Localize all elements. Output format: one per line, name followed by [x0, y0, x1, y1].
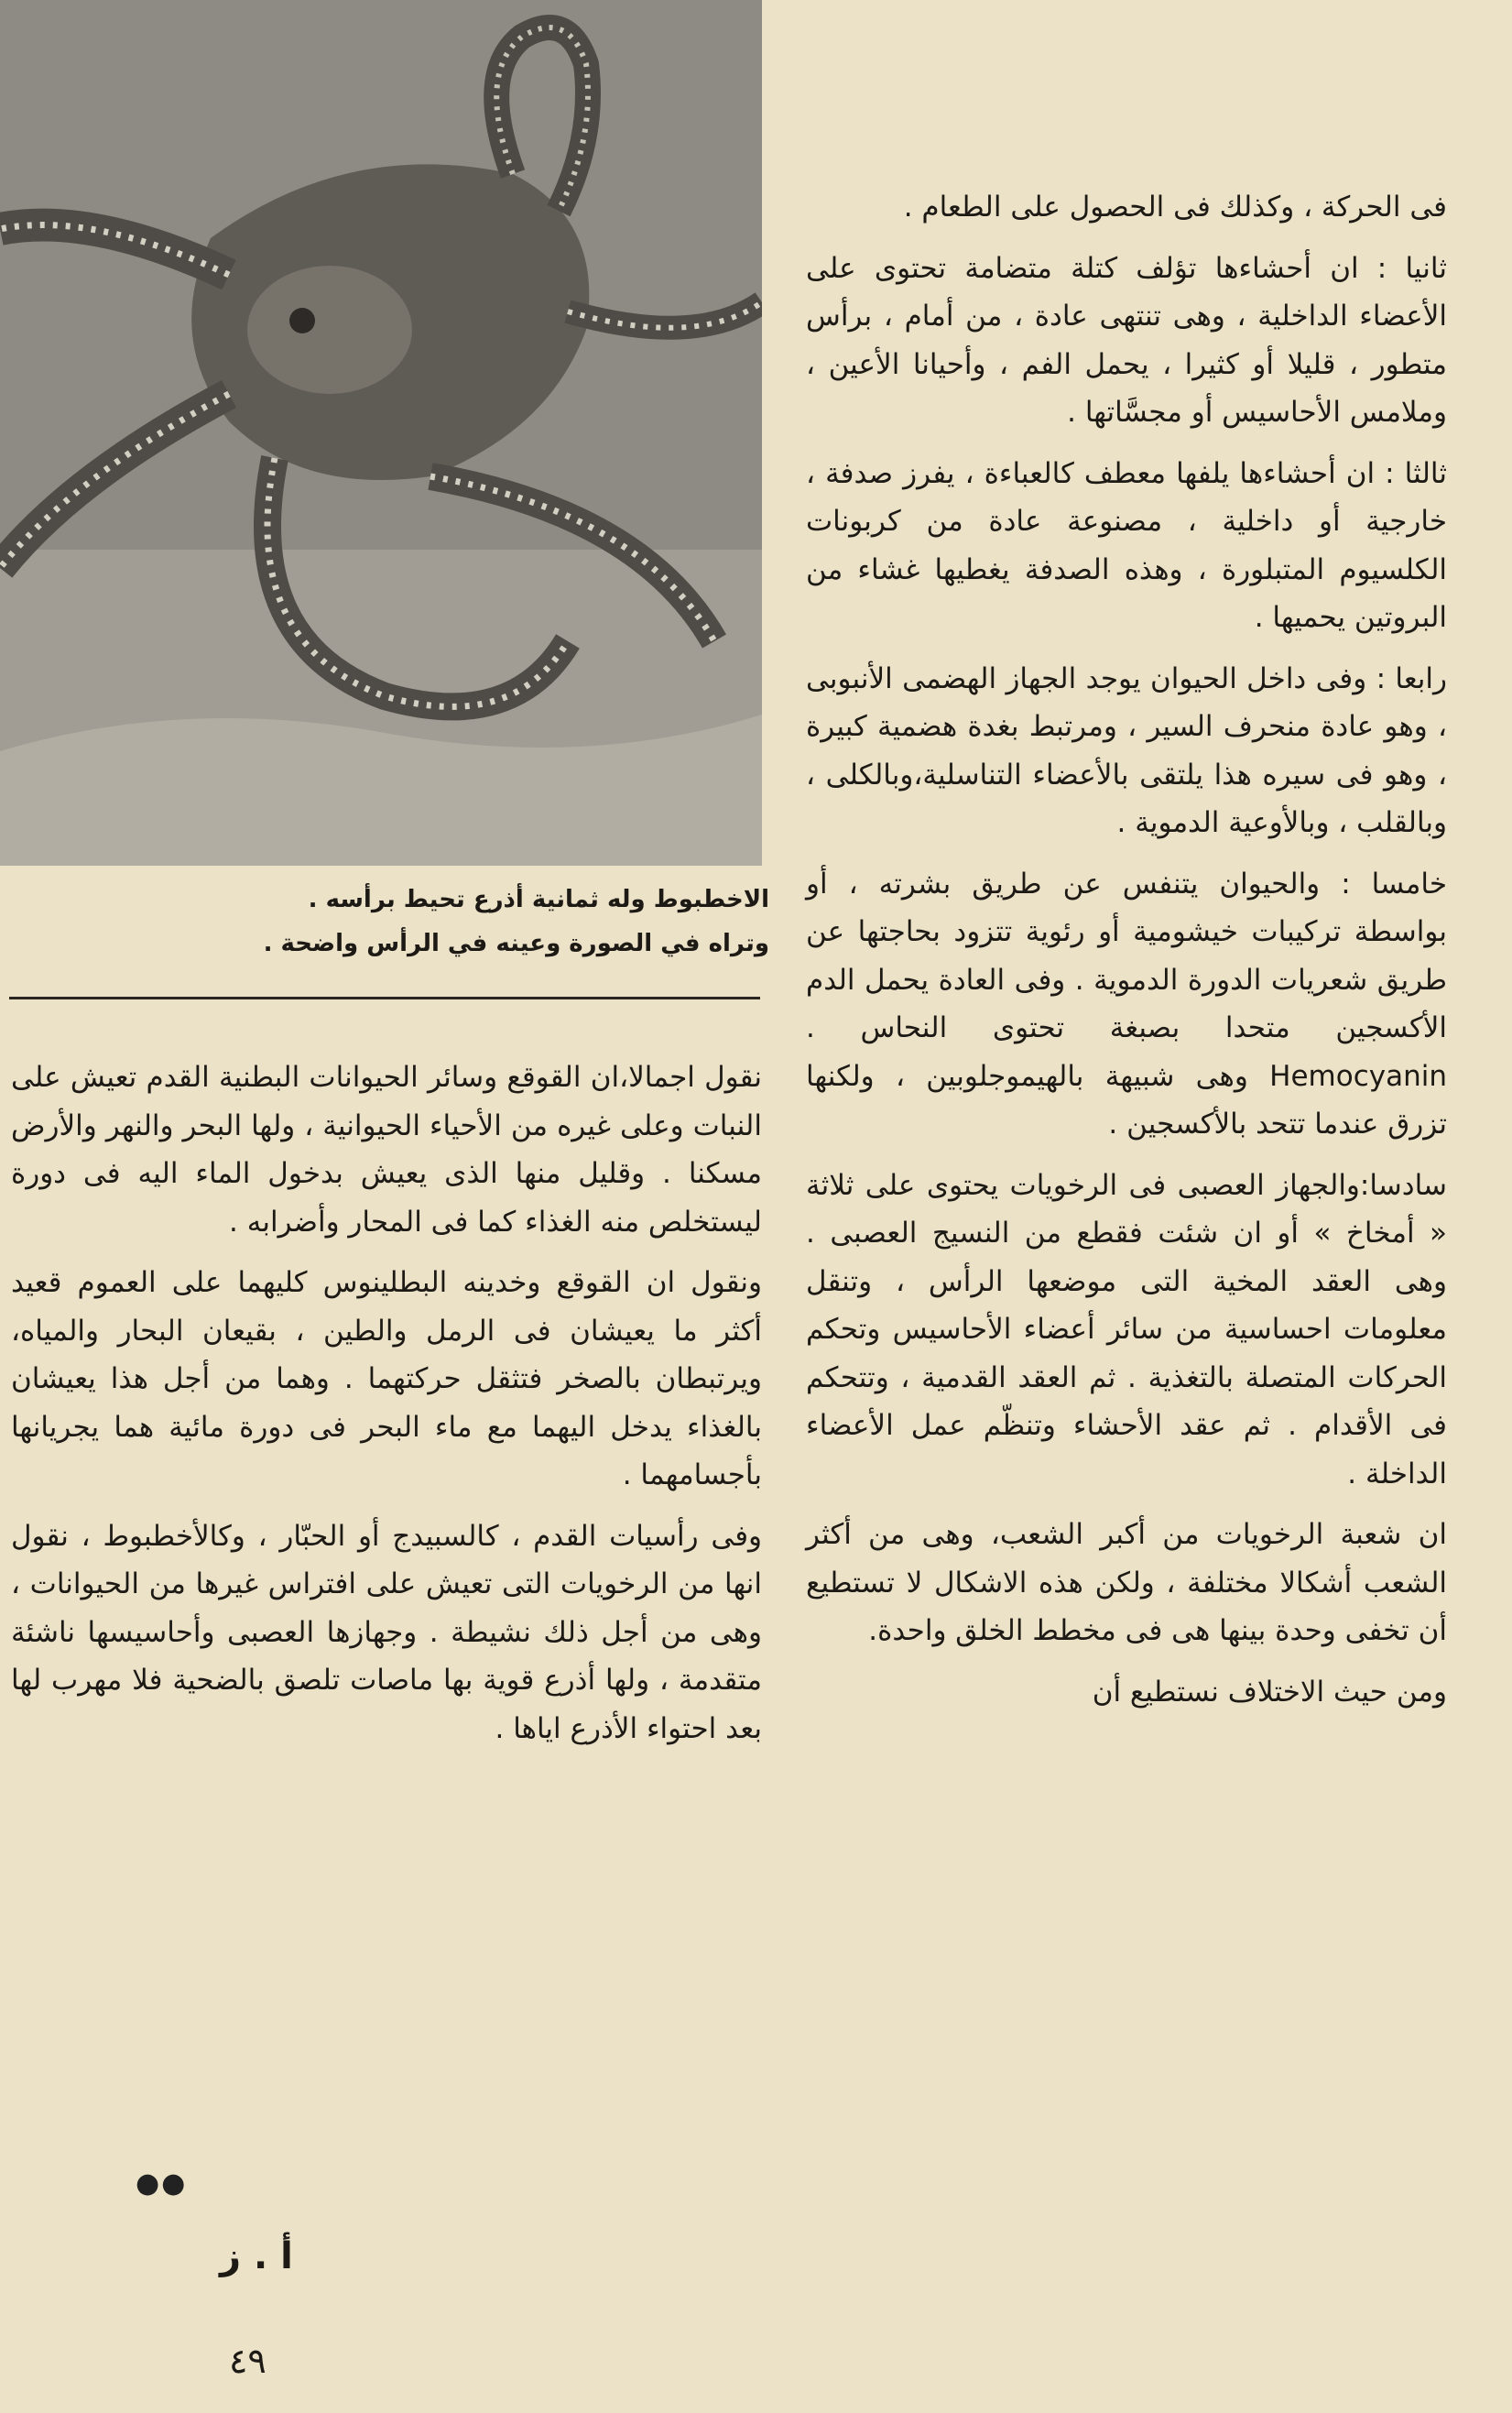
caption-divider [9, 997, 760, 999]
left-paragraph-1: نقول اجمالا،ان القوقع وسائر الحيوانات البطنية القدم تعيش على النبات وعلى غيره من الأحياء الحيوانية ، ولها البحر والنهر والأرض مسكنا . وقليل منها الذى يعيش بدخول الماء اليه فى دورة ليستخلص منه الغذاء كما فى المحار وأضرابه . [11, 1061, 762, 1239]
right-paragraph-3: ثالثا : ان أحشاءها يلفها معطف كالعباءة ، يفرز صدفة ، خارجية أو داخلية ، مصنوعة عادة من كربونات الكلسيوم المتبلورة ، وهذه الصدفة يغطيها غشاء من البروتين يحميها . [806, 456, 1447, 634]
end-ornament-icon: ●● [136, 2167, 188, 2200]
octopus-photo-graphic [0, 0, 762, 866]
page-number: ٤٩ [229, 2341, 267, 2381]
right-paragraph-5: خامسا : والحيوان يتنفس عن طريق بشرته ، أو بواسطة تركيبات خيشومية أو رئوية تتزود بحاجتها عن طريق شعريات الدورة الدموية . وفى العادة يحمل الدم الأكسجين متحدا بصبغة تحتوى النحاس . Hemocyanin وهى شبيهة بالهيموجلوبين ، ولكنها تزرق عندما تتحد بالأكسجين . [806, 867, 1447, 1141]
right-paragraph-8: ومن حيث الاختلاف نستطيع أن [1092, 1675, 1447, 1709]
left-column [11, 1054, 762, 1765]
left-paragraph-2: ونقول ان القوقع وخدينه البطلينوس كليهما على العموم قعيد أكثر ما يعيشان فى الرمل والطين ، بقيعان البحار والمياه، ويرتبطان بالصخر فتثقل حركتهما . وهما من أجل هذا يعيشان بالغذاء يدخل اليهما مع ماء البحر فى دورة مائية هما يجريانها بأجسامهما . [11, 1266, 762, 1491]
right-paragraph-6: سادسا:والجهاز العصبى فى الرخويات يحتوى على ثلاثة « أمخاخ » أو ان شئت فقطع من النسيج العصبى . وهى العقد المخية التى موضعها الرأس ، وتنقل معلومات احساسية من سائر أعضاء الأحاسيس وتحكم الحركات المتصلة بالتغذية . ثم العقد القدمية ، وتتحكم فى الأقدام . ثم عقد الأحشاء وتنظّم عمل الأعضاء الداخلة . [806, 1168, 1447, 1490]
caption-line-1: الاخطبوط وله ثمانية أذرع تحيط برأسه . [308, 886, 769, 913]
octopus-photo [0, 0, 762, 866]
right-paragraph-4: رابعا : وفى داخل الحيوان يوجد الجهاز الهضمى الأنبوبى ، وهو عادة منحرف السير ، ومرتبط بغدة هضمية كبيرة ، وهو فى سيره هذا يلتقى بالأعضاء التناسلية،وبالكلى ، وبالقلب ، وبالأوعية الدموية . [806, 661, 1447, 839]
caption-line-2: وتراه في الصورة وعينه في الرأس واضحة . [263, 930, 769, 957]
left-paragraph-3: وفى رأسيات القدم ، كالسبيدج أو الحبّار ، وكالأخطبوط ، نقول انها من الرخويات التى تعيش على افتراس غيرها من الحيوانات ، وهى من أجل ذلك نشيطة . وجهازها العصبى وأحاسيسها ناشئة متقدمة ، ولها أذرع قوية بها ماصات تلصق بالضحية فلا مهرب لها بعد احتواء الأذرع اياها . [11, 1519, 762, 1745]
right-paragraph-7: ان شعبة الرخويات من أكبر الشعب، وهى من أكثر الشعب أشكالا مختلفة ، ولكن هذه الاشكال لا تستطيع أن تخفى وحدة بينها هى فى مخطط الخلق واحدة. [806, 1518, 1447, 1647]
photo-caption [9, 878, 769, 966]
right-paragraph-1: فى الحركة ، وكذلك فى الحصول على الطعام . [903, 191, 1447, 224]
author-initials: أ . ز [220, 2235, 293, 2277]
right-column [806, 183, 1447, 1729]
right-paragraph-2: ثانيا : ان أحشاءها تؤلف كتلة متضامة تحتوى على الأعضاء الداخلية ، وهى تنتهى عادة ، من أمام ، برأس متطور ، قليلا أو كثيرا ، يحمل الفم ، وأحيانا الأعين ، وملامس الأحاسيس أو مجسَّاتها . [806, 251, 1447, 429]
